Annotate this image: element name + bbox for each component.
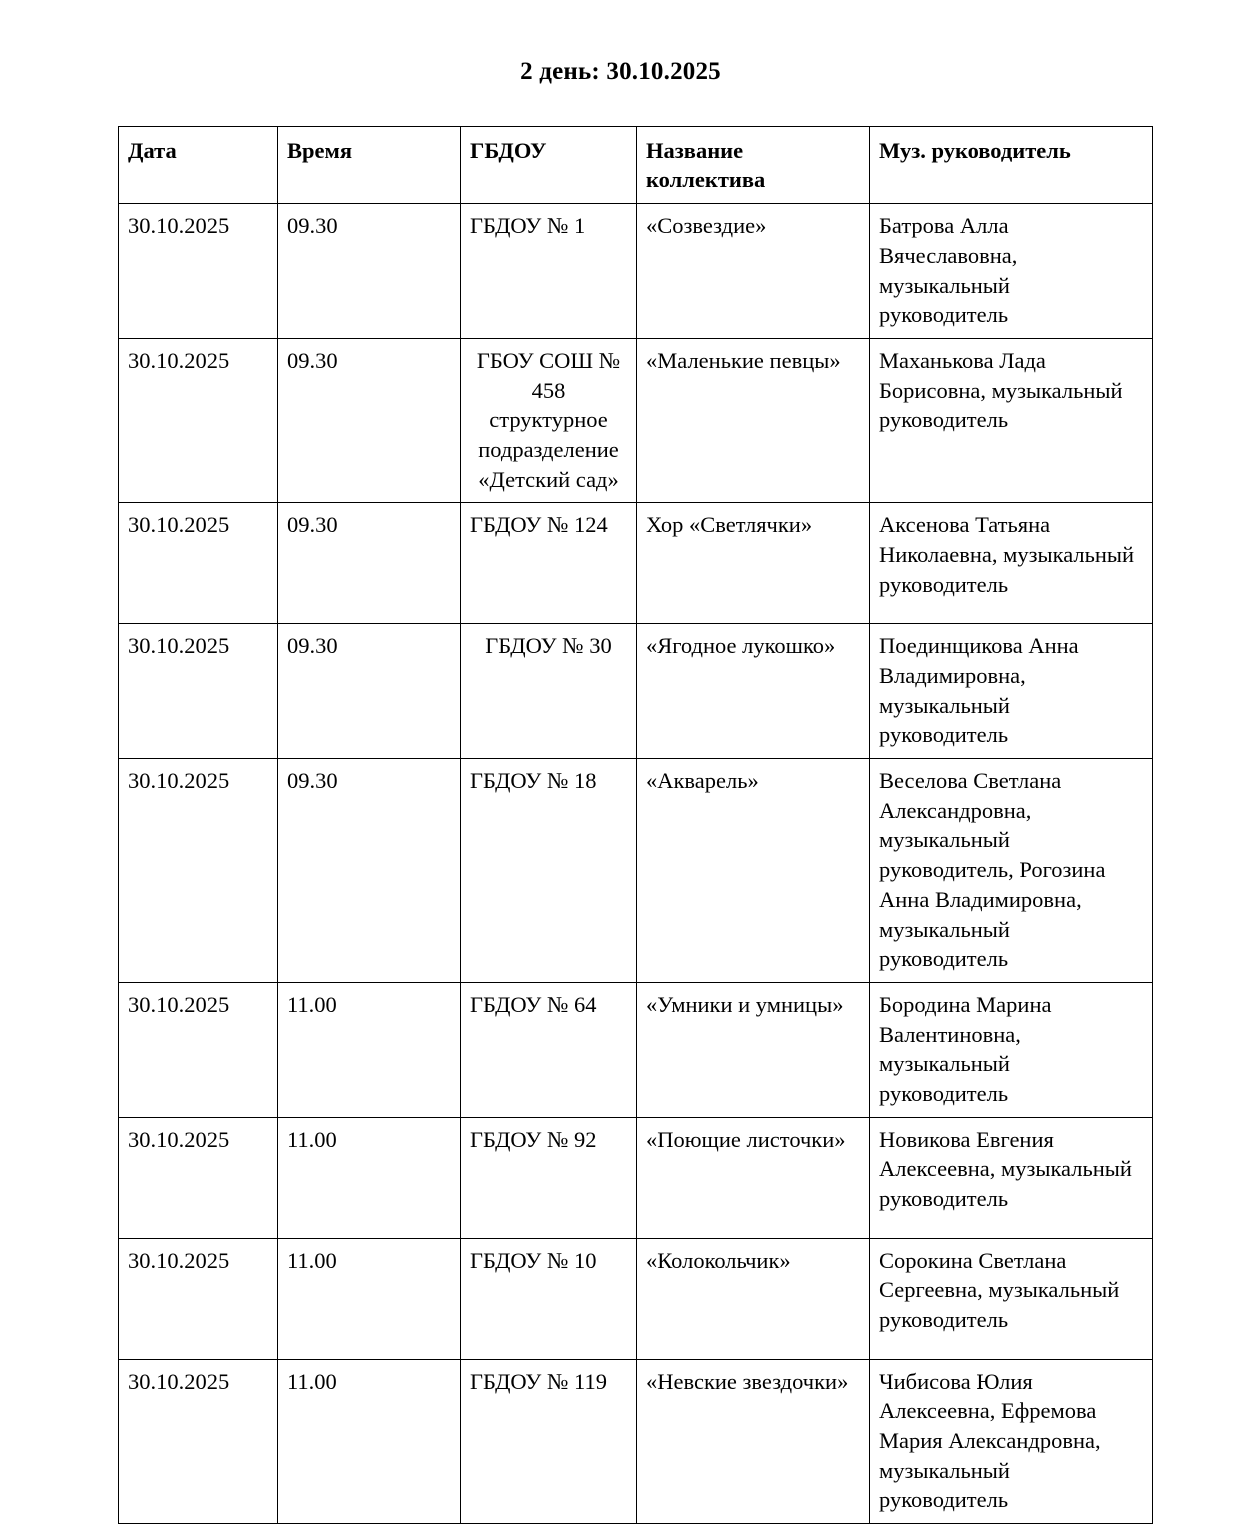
cell-collective: «Ягодное лукошко» [637,624,870,759]
cell-time: 11.00 [278,982,461,1117]
cell-leader: Новикова Евгения Алексеевна, музыкальный руководитель [870,1117,1153,1238]
cell-time: 09.30 [278,624,461,759]
cell-collective: Хор «Светлячки» [637,503,870,624]
table-header [119,126,1153,203]
cell-time: 09.30 [278,204,461,339]
cell-date: 30.10.2025 [119,1359,278,1523]
cell-time: 09.30 [278,503,461,624]
cell-leader: Чибисова Юлия Алексеевна, Ефремова Мария Александровна, музыкальный руководитель [870,1359,1153,1523]
cell-leader: Батрова Алла Вячеславовна, музыкальный руководитель [870,204,1153,339]
table-row [119,624,1153,759]
column-header-date: Дата [119,126,278,203]
cell-collective: «Созвездие» [637,204,870,339]
table-row [119,1238,1153,1359]
cell-leader: Бородина Марина Валентиновна, музыкальный руководитель [870,982,1153,1117]
cell-org: ГБДОУ № 1 [461,204,637,339]
cell-org: ГБДОУ № 124 [461,503,637,624]
table-row [119,204,1153,339]
cell-time: 09.30 [278,759,461,983]
cell-leader: Сорокина Светлана Сергеевна, музыкальный руководитель [870,1238,1153,1359]
cell-time: 11.00 [278,1117,461,1238]
cell-org: ГБДОУ № 30 [461,624,637,759]
cell-leader: Аксенова Татьяна Николаевна, музыкальный руководитель [870,503,1153,624]
cell-collective: «Невские звездочки» [637,1359,870,1523]
cell-time: 09.30 [278,338,461,502]
table-header-row [119,126,1153,203]
table-row [119,759,1153,983]
table-row [119,1117,1153,1238]
cell-date: 30.10.2025 [119,338,278,502]
schedule-table-container [0,126,1241,1524]
cell-date: 30.10.2025 [119,759,278,983]
table-row [119,982,1153,1117]
column-header-org: ГБДОУ [461,126,637,203]
cell-date: 30.10.2025 [119,1238,278,1359]
cell-org: ГБДОУ № 92 [461,1117,637,1238]
cell-org: ГБОУ СОШ № 458 структурное подразделение «Детский сад» [461,338,637,502]
cell-leader: Маханькова Лада Борисовна, музыкальный руководитель [870,338,1153,502]
cell-leader: Поединщикова Анна Владимировна, музыкальный руководитель [870,624,1153,759]
page-title: 2 день: 30.10.2025 [520,58,721,85]
cell-org: ГБДОУ № 18 [461,759,637,983]
table-row [119,1359,1153,1523]
cell-collective: «Акварель» [637,759,870,983]
schedule-table [118,126,1153,1524]
cell-org: ГБДОУ № 64 [461,982,637,1117]
cell-time: 11.00 [278,1359,461,1523]
cell-date: 30.10.2025 [119,204,278,339]
cell-date: 30.10.2025 [119,624,278,759]
table-row [119,503,1153,624]
cell-org: ГБДОУ № 119 [461,1359,637,1523]
table-row [119,338,1153,502]
cell-time: 11.00 [278,1238,461,1359]
column-header-leader: Муз. руководитель [870,126,1153,203]
cell-org: ГБДОУ № 10 [461,1238,637,1359]
cell-collective: «Маленькие певцы» [637,338,870,502]
cell-leader: Веселова Светлана Александровна, музыкальный руководитель, Рогозина Анна Владимировна, музыкальный руководитель [870,759,1153,983]
cell-date: 30.10.2025 [119,982,278,1117]
cell-collective: «Колокольчик» [637,1238,870,1359]
cell-date: 30.10.2025 [119,1117,278,1238]
table-body [119,204,1153,1524]
column-header-time: Время [278,126,461,203]
cell-date: 30.10.2025 [119,503,278,624]
cell-collective: «Умники и умницы» [637,982,870,1117]
column-header-collective: Название коллектива [637,126,870,203]
cell-collective: «Поющие листочки» [637,1117,870,1238]
